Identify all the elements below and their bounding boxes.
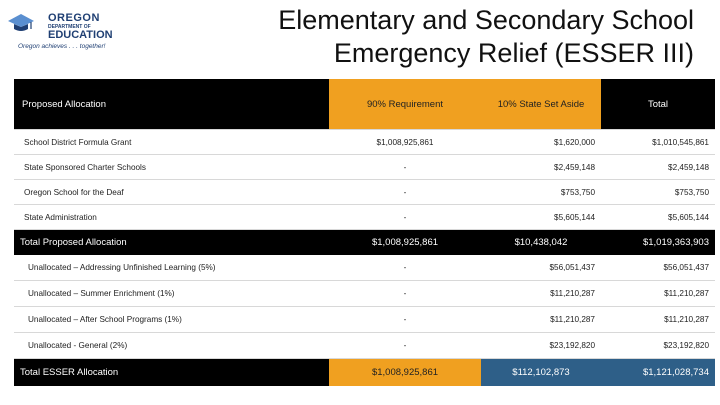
total-proposed-total: $1,019,363,903 — [601, 230, 715, 255]
table-row — [14, 281, 715, 307]
cell-10: $5,605,144 — [481, 205, 601, 230]
page-title — [278, 4, 694, 70]
total-esser-90: $1,008,925,861 — [329, 359, 481, 387]
total-esser-total: $1,121,028,734 — [601, 359, 715, 387]
total-esser-label: Total ESSER Allocation — [14, 359, 329, 387]
cell-total: $23,192,820 — [601, 333, 715, 359]
cell-90: - — [329, 307, 481, 333]
cell-90: $1,008,925,861 — [329, 130, 481, 155]
header-proposed-allocation: Proposed Allocation — [14, 79, 329, 130]
cell-total: $5,605,144 — [601, 205, 715, 230]
row-label: Oregon School for the Deaf — [14, 180, 329, 205]
row-label: Unallocated – After School Programs (1%) — [14, 307, 329, 333]
table-row — [14, 255, 715, 281]
total-proposed-label: Total Proposed Allocation — [14, 230, 329, 255]
table-row — [14, 180, 715, 205]
logo-tagline: Oregon achieves . . . together! — [18, 43, 106, 50]
row-label: State Administration — [14, 205, 329, 230]
cell-total: $753,750 — [601, 180, 715, 205]
cell-90: - — [329, 205, 481, 230]
cell-10: $753,750 — [481, 180, 601, 205]
row-label: Unallocated – Summer Enrichment (1%) — [14, 281, 329, 307]
cell-10: $56,051,437 — [481, 255, 601, 281]
total-proposed-90: $1,008,925,861 — [329, 230, 481, 255]
table-row — [14, 205, 715, 230]
cell-10: $11,210,287 — [481, 307, 601, 333]
row-label: State Sponsored Charter Schools — [14, 155, 329, 180]
cell-10: $11,210,287 — [481, 281, 601, 307]
cell-90: - — [329, 155, 481, 180]
row-label: School District Formula Grant — [14, 130, 329, 155]
cell-total: $11,210,287 — [601, 307, 715, 333]
cell-90: - — [329, 333, 481, 359]
cell-90: - — [329, 180, 481, 205]
table-header-row — [14, 79, 715, 130]
logo-line-education: EDUCATION — [48, 29, 113, 41]
row-label: Unallocated - General (2%) — [14, 333, 329, 359]
cell-10: $2,459,148 — [481, 155, 601, 180]
cell-10: $23,192,820 — [481, 333, 601, 359]
title-line-1: Elementary and Secondary School — [278, 5, 694, 35]
cell-total: $56,051,437 — [601, 255, 715, 281]
oregon-education-logo — [8, 10, 120, 52]
graduation-cap-icon — [8, 14, 34, 32]
logo-line-department: DEPARTMENT OF — [48, 24, 91, 30]
table-row — [14, 307, 715, 333]
total-proposed-10: $10,438,042 — [481, 230, 601, 255]
header-10-state-set-aside: 10% State Set Aside — [481, 79, 601, 130]
cell-10: $1,620,000 — [481, 130, 601, 155]
header-90-requirement: 90% Requirement — [329, 79, 481, 130]
allocation-table — [14, 79, 715, 386]
total-proposed-row — [14, 230, 715, 255]
table-row — [14, 333, 715, 359]
table-row — [14, 130, 715, 155]
total-esser-10: $112,102,873 — [481, 359, 601, 387]
cell-total: $11,210,287 — [601, 281, 715, 307]
header-total: Total — [601, 79, 715, 130]
cell-90: - — [329, 281, 481, 307]
row-label: Unallocated – Addressing Unfinished Learning (5%) — [14, 255, 329, 281]
cell-90: - — [329, 255, 481, 281]
total-esser-row — [14, 359, 715, 387]
cell-total: $1,010,545,861 — [601, 130, 715, 155]
table-row — [14, 155, 715, 180]
cell-total: $2,459,148 — [601, 155, 715, 180]
logo-line-oregon: OREGON — [48, 12, 100, 24]
title-line-2: Emergency Relief (ESSER III) — [333, 38, 694, 68]
